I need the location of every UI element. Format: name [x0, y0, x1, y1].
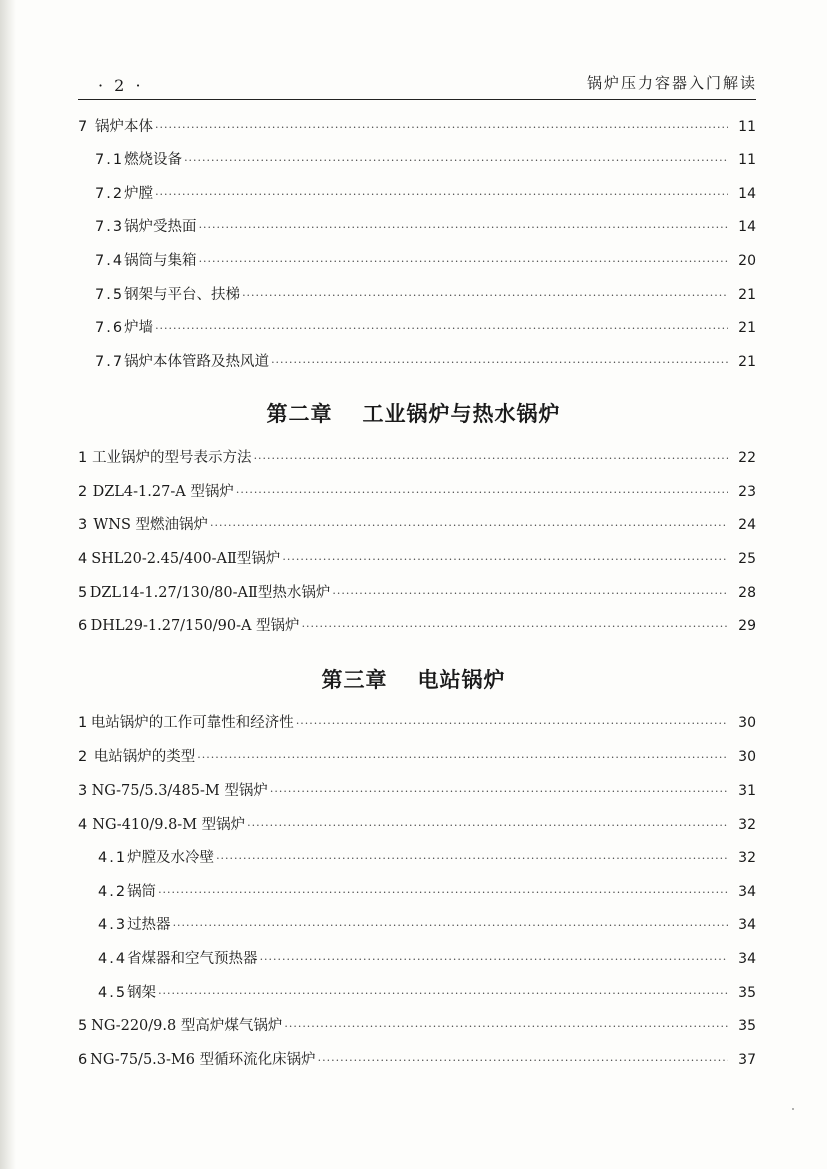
toc-entry-number: 6: [78, 618, 88, 634]
toc-entry-title: 炉膛: [124, 186, 154, 202]
dot-leader: [199, 217, 728, 239]
toc-entry-number: 4: [78, 551, 88, 567]
toc-entry-number: 3: [78, 517, 88, 533]
chapter-title: 工业锅炉与热水锅炉: [362, 402, 561, 426]
dot-leader: [296, 713, 728, 735]
toc-entry-title: 锅筒: [127, 884, 157, 900]
toc-entry[interactable]: [95, 216, 756, 238]
toc-entry-page: 21: [738, 354, 756, 370]
toc-entry-page: 22: [738, 450, 756, 466]
toc-entry[interactable]: [98, 948, 756, 970]
dot-leader: [210, 515, 728, 537]
toc-entry-page: 25: [738, 551, 756, 567]
toc-entry-number: 4.4: [98, 951, 128, 967]
toc-entry-page: 35: [738, 1018, 756, 1034]
toc-entry-title: 工业锅炉的型号表示方法: [92, 450, 252, 466]
toc-entry-title: 过热器: [127, 917, 171, 933]
header-rule: [78, 99, 756, 100]
toc-entry-page: 32: [738, 850, 756, 866]
chapter-label: 第二章: [266, 402, 333, 426]
toc-entry[interactable]: [98, 982, 756, 1004]
toc-entry-title: 电站锅炉的工作可靠性和经济性: [90, 715, 294, 731]
toc-entry-title: SHL20-2.45/400-AⅡ型锅炉: [91, 551, 281, 567]
dot-leader: [155, 117, 728, 139]
toc-entry[interactable]: [78, 712, 756, 734]
toc-entry-title: NG-410/9.8-M 型锅炉: [92, 817, 246, 833]
toc-entry-number: 2: [78, 484, 88, 500]
toc-entry-number: 7: [78, 119, 88, 135]
toc-entry-number: 6: [78, 1052, 88, 1068]
toc-entry[interactable]: [78, 447, 756, 469]
toc-entry[interactable]: [78, 615, 756, 637]
toc-entry-page: 11: [738, 119, 756, 135]
toc-entry[interactable]: [78, 1015, 756, 1037]
page-edge-shadow: [0, 0, 16, 1169]
toc-entry-title: DHL29-1.27/150/90-A 型锅炉: [90, 618, 300, 634]
chapter-heading: [0, 664, 827, 694]
dot-leader: [199, 251, 728, 273]
toc-entry[interactable]: [78, 481, 756, 503]
toc-entry[interactable]: [78, 746, 756, 768]
toc-entry-number: 7.3: [95, 219, 125, 235]
toc-entry-title: 锅筒与集箱: [124, 253, 197, 269]
dot-leader: [242, 285, 728, 307]
toc-entry[interactable]: [95, 250, 756, 272]
dot-leader: [318, 1050, 728, 1072]
toc-entry-number: 7.5: [95, 287, 125, 303]
toc-entry-title: 锅炉本体: [94, 119, 153, 135]
toc-entry-page: 31: [738, 783, 756, 799]
toc-entry-title: 省煤器和空气预热器: [127, 951, 258, 967]
toc-entry-number: 7.1: [95, 152, 125, 168]
dot-leader: [332, 583, 728, 605]
toc-entry-title: WNS 型燃油锅炉: [93, 517, 208, 533]
toc-entry-number: 7.7: [95, 354, 125, 370]
page-number: · 2 ·: [98, 76, 144, 95]
toc-entry-title: NG-75/5.3/485-M 型锅炉: [91, 783, 268, 799]
toc-entry-number: 1: [78, 450, 88, 466]
toc-entry-page: 34: [738, 917, 756, 933]
toc-entry-page: 30: [738, 749, 756, 765]
toc-entry-number: 4.5: [98, 985, 128, 1001]
dot-leader: [260, 949, 728, 971]
dot-leader: [158, 882, 728, 904]
dot-leader: [184, 150, 728, 172]
toc-entry[interactable]: [95, 284, 756, 306]
page-header: [0, 0, 827, 110]
dot-leader: [173, 915, 728, 937]
toc-entry-page: 11: [738, 152, 756, 168]
toc-entry-title: 电站锅炉的类型: [93, 749, 196, 765]
toc-entry[interactable]: [98, 847, 756, 869]
scan-speck: [792, 1108, 794, 1110]
toc-entry-title: NG-220/9.8 型高炉煤气锅炉: [91, 1018, 283, 1034]
dot-leader: [254, 448, 728, 470]
toc-entry-title: NG-75/5.3-M6 型循环流化床锅炉: [90, 1052, 316, 1068]
toc-entry-page: 21: [738, 287, 756, 303]
toc-entry-page: 29: [738, 618, 756, 634]
toc-entry[interactable]: [78, 514, 756, 536]
toc-entry-page: 20: [738, 253, 756, 269]
toc-entry-number: 5: [78, 585, 88, 601]
toc-entry-number: 1: [78, 715, 88, 731]
dot-leader: [216, 848, 728, 870]
toc-entry-number: 4.2: [98, 884, 128, 900]
dot-leader: [236, 482, 728, 504]
toc-entry-title: DZL14-1.27/130/80-AⅡ型热水锅炉: [89, 585, 331, 601]
dot-leader: [158, 983, 728, 1005]
chapter-label: 第三章: [321, 668, 388, 692]
toc-entry[interactable]: [95, 183, 756, 205]
toc-entry[interactable]: [78, 814, 756, 836]
dot-leader: [155, 318, 728, 340]
toc-entry-number: 4.1: [98, 850, 128, 866]
toc-entry-number: 3: [78, 783, 88, 799]
toc-entry-page: 34: [738, 951, 756, 967]
dot-leader: [271, 352, 728, 374]
chapter-heading: [0, 398, 827, 428]
dot-leader: [197, 747, 728, 769]
toc-entry-page: 28: [738, 585, 756, 601]
toc-entry-title: 钢架与平台、扶梯: [124, 287, 241, 303]
dot-leader: [282, 549, 728, 571]
toc-entry[interactable]: [95, 351, 756, 373]
toc-entry-number: 2: [78, 749, 88, 765]
dot-leader: [302, 616, 728, 638]
toc-entry-title: DZL4-1.27-A 型锅炉: [92, 484, 234, 500]
toc-entry-number: 7.6: [95, 320, 125, 336]
toc-entry-title: 炉膛及水冷壁: [127, 850, 215, 866]
toc-entry-title: 锅炉受热面: [124, 219, 197, 235]
toc-entry-page: 14: [738, 219, 756, 235]
toc-entry-title: 炉墙: [124, 320, 154, 336]
toc-entry-number: 7.4: [95, 253, 125, 269]
toc-entry-title: 锅炉本体管路及热风道: [124, 354, 270, 370]
dot-leader: [284, 1016, 728, 1038]
toc-entry-page: 37: [738, 1052, 756, 1068]
toc-entry-page: 23: [738, 484, 756, 500]
running-title: 锅炉压力容器入门解读: [586, 74, 757, 92]
toc-entry-page: 24: [738, 517, 756, 533]
toc-entry[interactable]: [98, 914, 756, 936]
toc-entry-page: 32: [738, 817, 756, 833]
toc-entry-page: 30: [738, 715, 756, 731]
toc-entry-title: 燃烧设备: [124, 152, 183, 168]
toc-entry[interactable]: [78, 1049, 756, 1071]
toc-entry-number: 5: [78, 1018, 88, 1034]
toc-entry-number: 7.2: [95, 186, 125, 202]
dot-leader: [247, 815, 728, 837]
toc-entry-page: 21: [738, 320, 756, 336]
toc-entry-title: 钢架: [127, 985, 157, 1001]
dot-leader: [270, 781, 728, 803]
toc-entry-number: 4: [78, 817, 88, 833]
chapter-title: 电站锅炉: [417, 668, 506, 692]
toc-entry-number: 4.3: [98, 917, 128, 933]
toc-entry[interactable]: [98, 881, 756, 903]
toc-entry[interactable]: [95, 317, 756, 339]
toc-entry-page: 14: [738, 186, 756, 202]
toc-entry-page: 35: [738, 985, 756, 1001]
dot-leader: [155, 184, 728, 206]
toc-entry[interactable]: [95, 149, 756, 171]
toc-entry[interactable]: [78, 582, 756, 604]
toc-entry[interactable]: [78, 116, 756, 138]
toc-entry[interactable]: [78, 548, 756, 570]
toc-entry[interactable]: [78, 780, 756, 802]
toc-entry-page: 34: [738, 884, 756, 900]
